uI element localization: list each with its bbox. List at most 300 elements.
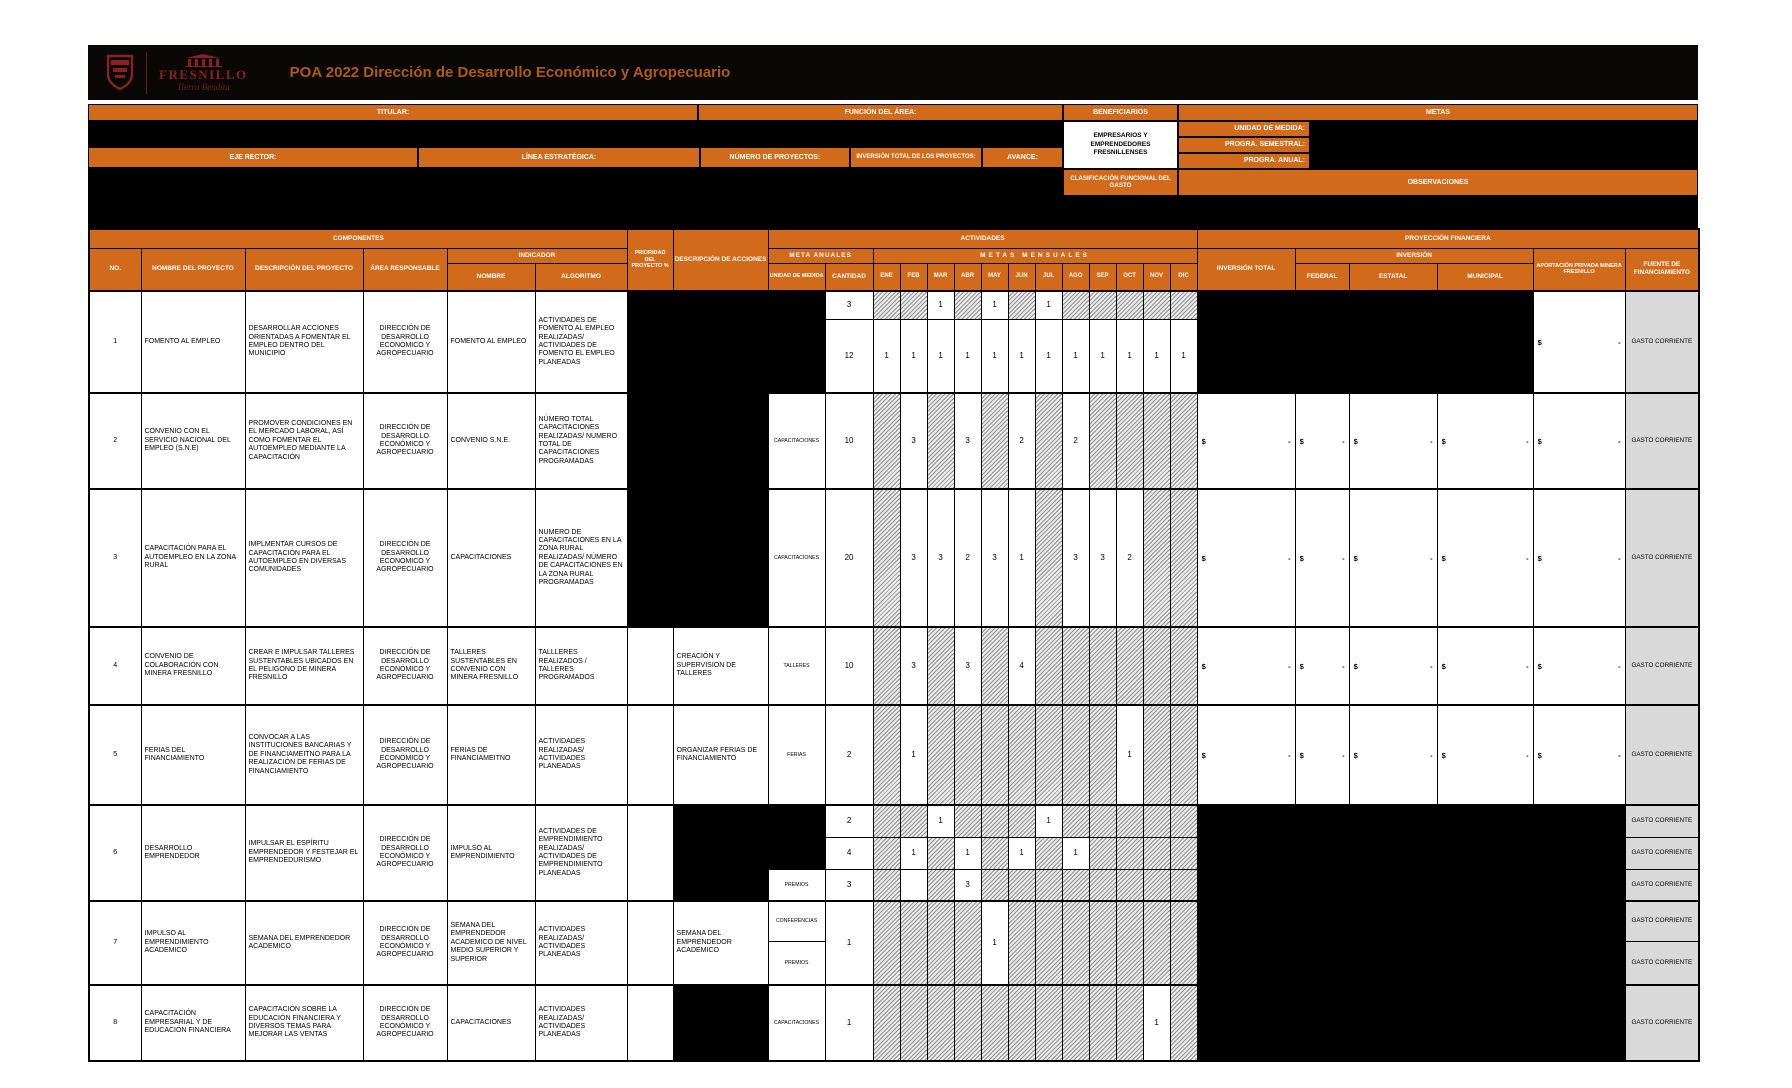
hatched-month-cell [1089,291,1116,319]
col-fuente-financiamiento: FUENTE DE FINANCIAMIENTO [1625,248,1699,291]
annual-quantity: 2 [825,705,873,805]
unit-of-measure: CAPACITACIONES [768,393,825,489]
hatched-month-cell [1170,869,1197,901]
hatched-month-cell [1062,291,1089,319]
hatched-month-cell [981,805,1008,837]
annual-quantity: 2 [825,805,873,837]
annual-quantity: 10 [825,627,873,705]
month-goal-cell: 1 [1062,837,1089,869]
annual-quantity: 4 [825,837,873,869]
responsible-area: DIRECCIÓN DE DESARROLLO ECONÓMICO Y AGROPECUARIO [363,291,447,393]
responsible-area: DIRECCIÓN DE DESARROLLO ECONÓMICO Y AGROPECUARIO [363,901,447,985]
col-desc-acciones: DESCRIPCIÓN DE ACCIONES [673,229,768,291]
unidad-medida-value-redacted [1310,121,1698,137]
month-col-header: AGO [1062,263,1089,291]
amount-cell: $ - [1437,393,1533,489]
actions-redacted [673,393,768,489]
hatched-month-cell [1089,627,1116,705]
hatched-month-cell [1035,985,1062,1061]
month-goal-cell: 2 [1116,489,1143,627]
funding-source: GASTO CORRIENTE [1625,705,1699,805]
hatched-month-cell [1170,805,1197,837]
project-name: CAPACITACIÓN EMPRESARIAL Y DE EDUCACIÓN FINANCIERA [141,985,245,1061]
month-goal-cell: 2 [1062,393,1089,489]
project-number: 6 [89,805,141,901]
hatched-month-cell [1062,901,1089,985]
hatched-month-cell [927,627,954,705]
month-col-header: SEP [1089,263,1116,291]
project-description: CREAR E IMPULSAR TALLERES SUSTENTABLES UBICADOS EN EL PELIGONO DE MINERA FRESNILLO [245,627,363,705]
hatched-month-cell [873,985,900,1061]
titular-label: TITULAR: [88,104,698,121]
month-goal-cell: 1 [1089,319,1116,393]
linea-estrategica-label: LÍNEA ESTRATÉGICA: [418,147,700,168]
actions-description: ORGANIZAR FERIAS DE FINANCIAMIENTO [673,705,768,805]
month-goal-cell: 1 [1170,319,1197,393]
funding-source: GASTO CORRIENTE [1625,869,1699,901]
building-icon [180,54,226,67]
hatched-month-cell [981,705,1008,805]
hatched-month-cell [1089,985,1116,1061]
amount-cell: $ - [1295,705,1349,805]
hatched-month-cell [1143,901,1170,985]
project-number: 4 [89,627,141,705]
month-goal-cell: 2 [1008,393,1035,489]
unit-of-measure: FERIAS [768,705,825,805]
month-goal-cell: 1 [900,319,927,393]
col-algoritmo: ALGORITMO [535,263,627,291]
hatched-month-cell [1116,985,1143,1061]
month-goal-cell: 3 [927,489,954,627]
hatched-month-cell [1035,901,1062,985]
project-number: 3 [89,489,141,627]
hatched-month-cell [1035,837,1062,869]
group-componentes: COMPONENTES [89,229,627,248]
amount-cell: $ - [1197,627,1295,705]
hatched-month-cell [900,291,927,319]
hatched-month-cell [1089,705,1116,805]
table-header [89,229,1699,291]
month-goal-cell: 1 [1143,985,1170,1061]
progra-anual-value-redacted [1310,153,1698,169]
logo-wordmark: FRESNILLO [159,66,248,82]
indicator-algorithm: ACTIVIDADES DE FOMENTO AL EMPLEO REALIZADAS/ ACTIVIDADES DE FOMENTO EL EMPLEO PLANEADAS [535,291,627,393]
hatched-month-cell [1143,869,1170,901]
hatched-month-cell [1062,805,1089,837]
hatched-month-cell [954,705,981,805]
progra-semestral-value-redacted [1310,137,1698,153]
hatched-month-cell [927,393,954,489]
hatched-month-cell [1008,291,1035,319]
month-goal-cell: 3 [900,393,927,489]
amount-cell: $ - [1349,627,1437,705]
hatched-month-cell [1035,869,1062,901]
hatched-month-cell [954,901,981,985]
indicator-name: FERIAS DE FINANCIAMEITNO [447,705,535,805]
hatched-month-cell [1062,869,1089,901]
col-no: NO. [89,248,141,291]
fresnillo-shield-logo [106,54,134,92]
funding-source: GASTO CORRIENTE [1625,489,1699,627]
indicator-name: CONVENIO S.N.E. [447,393,535,489]
amount-cell: $ - [1533,627,1625,705]
col-unidad-medida: UNIDAD DE MEDIDA [768,263,825,291]
priority-cell [627,985,673,1061]
hatched-month-cell [981,393,1008,489]
funcion-area-label: FUNCIÓN DEL ÁREA: [698,104,1063,121]
group-inversion: INVERSIÓN [1295,248,1533,263]
document-title: POA 2022 Dirección de Desarrollo Económico y Agropecuario [289,64,731,81]
priority-cell [627,901,673,985]
eje-values-redacted [88,168,1063,196]
month-goal-cell: 1 [927,319,954,393]
month-goal-cell: 4 [1008,627,1035,705]
hatched-month-cell [1143,291,1170,319]
hatched-month-cell [1008,805,1035,837]
numero-proyectos-label: NÚMERO DE PROYECTOS: [700,147,850,168]
month-goal-cell: 1 [1116,319,1143,393]
project-description: CAPACITACIÓN SOBRE LA EDUCACIÓN FINANCIERA Y DIVERSOS TEMAS PARA MEJORAR LAS VENTAS [245,985,363,1061]
beneficiarios-value: EMPRESARIOS Y EMPRENDEDORES FRESNILLENSES [1063,121,1178,169]
hatched-month-cell [1143,837,1170,869]
investment-redacted [1197,985,1625,1061]
month-goal-cell: 1 [981,291,1008,319]
group-metas-mensuales: METAS MENSUALES [873,248,1197,263]
amount-cell: $ - [1437,489,1533,627]
indicator-name: FOMENTO AL EMPLEO [447,291,535,393]
hatched-month-cell [873,869,900,901]
title-bar [88,45,1698,100]
titular-value-redacted [88,121,1063,147]
amount-cell: $ - [1349,489,1437,627]
amount-cell: $ - [1295,393,1349,489]
month-goal-cell: 1 [954,319,981,393]
priority-cell [627,805,673,901]
col-prioridad: PRIORIDAD DEL PROYECTO % [627,229,673,291]
indicator-algorithm: ACTIVIDADES DE EMPRENDIMIENTO REALIZADAS/ ACTIVIDADES DE EMPRENDIMIENTO PLANEADAS [535,805,627,901]
hatched-month-cell [1116,869,1143,901]
project-number: 5 [89,705,141,805]
hatched-month-cell [1008,985,1035,1061]
priority-cell [627,627,673,705]
month-goal-cell: 3 [981,489,1008,627]
hatched-month-cell [1116,901,1143,985]
project-description: SEMANA DEL EMPRENDEDOR ACADEMICO [245,901,363,985]
month-col-header: NOV [1143,263,1170,291]
logo-divider [146,52,147,94]
month-goal-cell: 3 [1089,489,1116,627]
actions-description: CREACIÓN Y SUPERVISION DE TALLERES [673,627,768,705]
month-goal-cell [900,869,927,901]
month-goal-cell: 1 [1008,489,1035,627]
hatched-month-cell [1170,393,1197,489]
project-description: DESARROLLAR ACCIONES ORIENTADAS A FOMENTAR EL EMPLEO DENTRO DEL MUNICIPIO [245,291,363,393]
funding-source: GASTO CORRIENTE [1625,393,1699,489]
progra-semestral-label: PROGRA. SEMESTRAL: [1178,137,1310,153]
group-indicador: INDICADOR [447,248,627,263]
unit-of-measure: CONFERENCIAS [768,901,825,941]
month-goal-cell: 1 [927,291,954,319]
unit-redacted [768,319,825,393]
unit-of-measure: TALLERES [768,627,825,705]
investment-redacted [1197,901,1625,985]
month-col-header: JUN [1008,263,1035,291]
indicator-name: CAPACITACIONES [447,985,535,1061]
unit-of-measure: PREMIOS [768,941,825,985]
amount-cell: $ - [1197,393,1295,489]
hatched-month-cell [1170,837,1197,869]
redacted-band [88,196,1698,228]
project-name: FOMENTO AL EMPLEO [141,291,245,393]
hatched-month-cell [1143,805,1170,837]
avance-label: AVANCE: [982,147,1063,168]
hatched-month-cell [873,705,900,805]
hatched-month-cell [900,805,927,837]
unit-redacted [768,805,825,837]
actions-redacted [673,985,768,1061]
indicator-name: SEMANA DEL EMPRENDEDOR ACADEMICO DE NIVEL MEDIO SUPERIOR Y SUPERIOR [447,901,535,985]
indicator-name: CAPACITACIONES [447,489,535,627]
priority-redacted [627,393,673,489]
indicator-algorithm: ACTIVIDADES REALIZADAS/ ACTIVIDADES PLANEADAS [535,985,627,1061]
project-number: 7 [89,901,141,985]
hatched-month-cell [981,837,1008,869]
month-goal-cell: 1 [981,319,1008,393]
col-aportacion-privada: APORTACIÓN PRIVADA MINERA FRESNILLO [1533,248,1625,291]
project-description: PROMOVER CONDICIONES EN EL MERCADO LABORAL, ASÍ COMO FOMENTAR EL AUTOEMPLEO MEDIANTE LA CAPACITACIÓN [245,393,363,489]
indicator-algorithm: TALLLERES REALIZADOS / TALLERES PROGRAMADOS [535,627,627,705]
month-goal-cell: 1 [1008,319,1035,393]
col-nombre-proyecto: NOMBRE DEL PROYECTO [141,248,245,291]
month-goal-cell: 3 [1062,489,1089,627]
annual-quantity: 20 [825,489,873,627]
project-description: IMPLMENTAR CURSOS DE CAPACITACIÓN PARA EL AUTOEMPLEO EN DIVERSAS COMUNIDADES [245,489,363,627]
inversion-total-proyectos-label: INVERSIÓN TOTAL DE LOS PROYECTOS: [850,147,982,168]
project-name: FERIAS DEL FINANCIAMIENTO [141,705,245,805]
hatched-month-cell [1116,393,1143,489]
project-name: CONVENIO DE COLABORACIÓN CON MINERA FRESNILLO [141,627,245,705]
amount-cell: $ - [1437,627,1533,705]
col-area-responsable: ÁREA RESPONSABLE [363,248,447,291]
amount-cell: $ - [1533,705,1625,805]
hatched-month-cell [1089,869,1116,901]
col-federal: FEDERAL [1295,263,1349,291]
project-name: CAPACITACIÓN PARA EL AUTOEMPLEO EN LA ZONA RURAL [141,489,245,627]
project-number: 2 [89,393,141,489]
month-col-header: MAR [927,263,954,291]
hatched-month-cell [1143,489,1170,627]
priority-cell [627,705,673,805]
month-col-header: ABR [954,263,981,291]
amount-cell: $ - [1197,705,1295,805]
hatched-month-cell [1008,901,1035,985]
month-goal-cell: 1 [954,837,981,869]
indicator-algorithm: ACTIVIDADES REALIZADAS/ ACTIVIDADES PLANEADAS [535,705,627,805]
hatched-month-cell [1170,901,1197,985]
month-goal-cell: 1 [1062,319,1089,393]
month-goal-cell: 1 [1035,805,1062,837]
hatched-month-cell [1170,489,1197,627]
amount-cell: $ - [1533,393,1625,489]
annual-quantity: 1 [825,901,873,985]
funding-source: GASTO CORRIENTE [1625,941,1699,985]
col-indicador-nombre: NOMBRE [447,263,535,291]
month-goal-cell: 3 [954,869,981,901]
col-estatal: ESTATAL [1349,263,1437,291]
hatched-month-cell [954,805,981,837]
month-col-header: MAY [981,263,1008,291]
hatched-month-cell [1062,985,1089,1061]
responsible-area: DIRECCIÓN DE DESARROLLO ECONÓMICO Y AGROPECUARIO [363,627,447,705]
hatched-month-cell [1062,627,1089,705]
investment-redacted [1197,291,1533,393]
month-goal-cell: 1 [1143,319,1170,393]
actions-description: SEMANA DEL EMPRENDEDOR ACADEMICO [673,901,768,985]
hatched-month-cell [1143,627,1170,705]
beneficiarios-label: BENEFICIARIOS [1063,104,1178,121]
project-name: DESARROLLO EMPRENDEDOR [141,805,245,901]
amount-cell: $ - [1197,489,1295,627]
month-col-header: FEB [900,263,927,291]
month-col-header: ENE [873,263,900,291]
group-actividades: ACTIVIDADES [768,229,1197,248]
hatched-month-cell [1035,489,1062,627]
hatched-month-cell [1089,393,1116,489]
col-cantidad: CANTIDAD [825,263,873,291]
month-goal-cell: 3 [900,627,927,705]
info-header [88,104,1698,228]
unit-of-measure: CAPACITACIONES [768,489,825,627]
hatched-month-cell [927,705,954,805]
month-goal-cell: 1 [873,319,900,393]
priority-redacted [627,489,673,627]
col-inversion-total: INVERSIÓN TOTAL [1197,248,1295,291]
hatched-month-cell [1170,985,1197,1061]
month-goal-cell: 3 [954,627,981,705]
month-goal-cell: 1 [927,805,954,837]
actions-redacted [673,291,768,393]
month-goal-cell: 1 [981,901,1008,985]
col-municipal: MUNICIPAL [1437,263,1533,291]
amount-cell: $ - [1295,627,1349,705]
indicator-name: IMPULSO AL EMPRENDIMIENTO [447,805,535,901]
funding-source: GASTO CORRIENTE [1625,837,1699,869]
hatched-month-cell [1116,291,1143,319]
unit-redacted [768,837,825,869]
month-goal-cell: 2 [954,489,981,627]
hatched-month-cell [1116,805,1143,837]
month-col-header: OCT [1116,263,1143,291]
indicator-algorithm: ACTIVIDADES REALIZADAS/ ACTIVIDADES PLANEADAS [535,901,627,985]
hatched-month-cell [1035,393,1062,489]
project-number: 1 [89,291,141,393]
hatched-month-cell [1089,837,1116,869]
month-goal-cell: 1 [900,705,927,805]
hatched-month-cell [873,393,900,489]
responsible-area: DIRECCIÓN DE DESARROLLO ECONÓMICO Y AGROPECUARIO [363,805,447,901]
hatched-month-cell [873,805,900,837]
hatched-month-cell [1143,705,1170,805]
hatched-month-cell [927,901,954,985]
hatched-month-cell [1170,627,1197,705]
annual-quantity: 10 [825,393,873,489]
hatched-month-cell [927,985,954,1061]
month-goal-cell: 3 [900,489,927,627]
hatched-month-cell [981,985,1008,1061]
responsible-area: DIRECCIÓN DE DESARROLLO ECONÓMICO Y AGROPECUARIO [363,393,447,489]
hatched-month-cell [927,837,954,869]
funding-source: GASTO CORRIENTE [1625,901,1699,941]
hatched-month-cell [1143,393,1170,489]
fresnillo-emblem [159,54,248,92]
group-proyeccion-financiera: PROYECCIÓN FINANCIERA [1197,229,1699,248]
funding-source: GASTO CORRIENTE [1625,291,1699,393]
funding-source: GASTO CORRIENTE [1625,627,1699,705]
hatched-month-cell [954,291,981,319]
amount-cell: $ - [1533,489,1625,627]
hatched-month-cell [1170,291,1197,319]
annual-quantity: 3 [825,291,873,319]
responsible-area: DIRECCIÓN DE DESARROLLO ECONÓMICO Y AGROPECUARIO [363,705,447,805]
project-name: CONVENIO CON EL SERVICIO NACIONAL DEL EMPLEO (S.N.E) [141,393,245,489]
responsible-area: DIRECCIÓN DE DESARROLLO ECONÓMICO Y AGROPECUARIO [363,985,447,1061]
hatched-month-cell [873,901,900,985]
project-description: CONVOCAR A LAS INSTITUCIONES BANCARIAS Y DE FINANCIAMEITNO PARA LA REALIZACIÓN DE FERIAS DE FINANCIAMIENTO [245,705,363,805]
hatched-month-cell [954,985,981,1061]
hatched-month-cell [1116,627,1143,705]
month-goal-cell: 1 [1035,319,1062,393]
unidad-medida-label: UNIDAD DE MEDIDA: [1178,121,1310,137]
month-goal-cell: 1 [1116,705,1143,805]
amount-cell: $ - [1349,393,1437,489]
group-meta-anuales: META ANUALES [768,248,873,263]
hatched-month-cell [1035,705,1062,805]
project-description: IMPULSAR EL ESPÍRITU EMPRENDEDOR Y FESTEJAR EL EMPRENDEDURISMO [245,805,363,901]
month-goal-cell: 3 [954,393,981,489]
indicator-algorithm: NÚMERO TOTAL CAPACITACIONES REALIZADAS/ NUMERO TOTAL DE CAPACITACIONES PROGRAMADAS [535,393,627,489]
metas-label: METAS [1178,104,1698,121]
hatched-month-cell [873,291,900,319]
progra-anual-label: PROGRA. ANUAL: [1178,153,1310,169]
annual-quantity: 3 [825,869,873,901]
unit-of-measure: CAPACITACIONES [768,985,825,1061]
table-body [89,291,1699,1061]
month-col-header: JUL [1035,263,1062,291]
hatched-month-cell [1089,901,1116,985]
clasificacion-gasto-label: CLASIFICACIÓN FUNCIONAL DEL GASTO [1063,169,1178,196]
responsible-area: DIRECCIÓN DE DESARROLLO ECONÓMICO Y AGROPECUARIO [363,489,447,627]
investment-redacted [1197,805,1625,901]
project-name: IMPULSO AL EMPRENDIMIENTO ACADEMICO [141,901,245,985]
hatched-month-cell [981,869,1008,901]
hatched-month-cell [1062,705,1089,805]
month-goal-cell: 1 [1035,291,1062,319]
eje-rector-label: EJE RECTOR: [88,147,418,168]
hatched-month-cell [900,985,927,1061]
project-number: 8 [89,985,141,1061]
col-descripcion-proyecto: DESCRIPCIÓN DEL PROYECTO [245,248,363,291]
funding-source: GASTO CORRIENTE [1625,805,1699,837]
amount-cell: $ - [1295,489,1349,627]
hatched-month-cell [1035,627,1062,705]
amount-cell: $ - [1533,291,1625,393]
indicator-name: TALLERES SUSTENTABLES EN CONVENIO CON MINERA FRESNILLO [447,627,535,705]
hatched-month-cell [1089,805,1116,837]
hatched-month-cell [1116,837,1143,869]
amount-cell: $ - [1437,705,1533,805]
unit-of-measure: PREMIOS [768,869,825,901]
annual-quantity: 12 [825,319,873,393]
